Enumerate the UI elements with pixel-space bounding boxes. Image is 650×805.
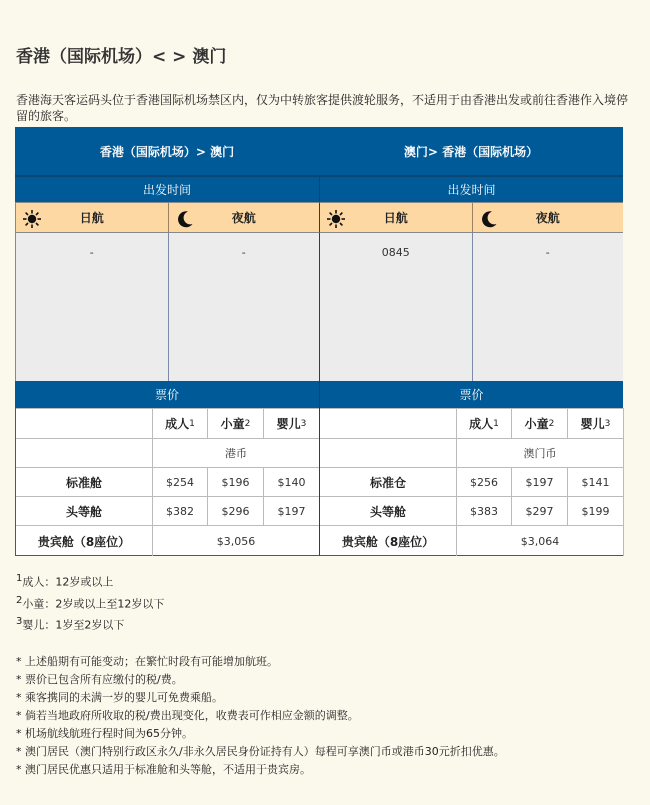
fare-table (15, 408, 319, 556)
moon-icon (479, 209, 499, 229)
fare-header: 票价 (15, 381, 319, 408)
intro-text: 香港海天客运码头位于香港国际机场禁区内，仅为中转旅客提供渡轮服务，不适用于由香港出发或前往香港作入境停留的旅客。 (16, 93, 629, 123)
footnote: $^2$小童：2岁或以上至12岁以下 (16, 594, 165, 611)
notes-section (16, 570, 632, 779)
day-time: - (89, 246, 94, 259)
adult-header: 成人 1 (457, 408, 512, 438)
day-header (320, 203, 472, 232)
fare-value: $382 (153, 496, 208, 525)
route-header-hk-to-macau: 香港（国际机场）> 澳门 (15, 127, 319, 175)
adult-header: 成人 1 (153, 408, 208, 438)
night-time: - (472, 233, 624, 381)
fare-value: $296 (208, 496, 264, 525)
first-class-label: 头等舱 (16, 496, 153, 525)
fare-value: $383 (457, 496, 512, 525)
standard-class-label: 标准舱 (16, 467, 153, 496)
day-label: 日航 (383, 211, 408, 225)
schedule-table (15, 127, 623, 556)
times-area (15, 233, 319, 381)
infant-header: 婴儿 3 (264, 408, 320, 438)
fare-value: $197 (512, 467, 568, 496)
night-time: - (168, 233, 320, 381)
night-label: 夜航 (535, 211, 560, 225)
note-item: * 票价已包含所有应缴付的税/费。 (16, 672, 183, 686)
moon-icon (175, 209, 195, 229)
day-time: 0845 (381, 246, 410, 259)
night-header (168, 203, 320, 232)
fare-value: $256 (457, 467, 512, 496)
fare-table (319, 408, 623, 556)
note-item: * 上述船期有可能变动；在繁忙时段有可能增加航班。 (16, 654, 278, 668)
standard-class-label: 标准仓 (320, 467, 457, 496)
note-item: * 机场航线航班行程时间为65分钟。 (16, 726, 193, 740)
times-area (319, 233, 623, 381)
infant-header: 婴儿 3 (568, 408, 624, 438)
departure-time-label: 出发时间 (15, 175, 319, 202)
fare-value: $197 (264, 496, 320, 525)
vip-fare: $3,064 (457, 525, 624, 556)
page-title: 香港（国际机场）< > 澳门 (16, 47, 227, 67)
vip-fare: $3,056 (153, 525, 320, 556)
vip-class-label: 贵宾舱（8座位） (16, 525, 153, 556)
night-label: 夜航 (231, 211, 256, 225)
fare-value: $196 (208, 467, 264, 496)
first-class-label: 头等舱 (320, 496, 457, 525)
child-header: 小童 2 (512, 408, 568, 438)
currency-label: 澳门币 (457, 438, 624, 467)
child-header: 小童 2 (208, 408, 264, 438)
night-header (472, 203, 624, 232)
fare-value: $254 (153, 467, 208, 496)
fare-value: $297 (512, 496, 568, 525)
footnote: $^3$婴儿：1岁至2岁以下 (16, 616, 125, 632)
day-night-bar (319, 202, 623, 233)
note-item: * 澳门居民（澳门特别行政区永久/非永久居民身份证持有人）每程可享澳门币或港币30元折扣优惠。 (16, 744, 505, 758)
departure-time-label: 出发时间 (319, 175, 623, 202)
fare-value: $140 (264, 467, 320, 496)
currency-label: 港币 (153, 438, 320, 467)
note-item: * 倘若当地政府所收取的税/费出现变化，收费表可作相应金额的调整。 (16, 708, 359, 722)
day-label: 日航 (79, 211, 104, 225)
day-header (16, 203, 168, 232)
fare-header: 票价 (319, 381, 623, 408)
note-item: * 澳门居民优惠只适用于标准舱和头等舱，不适用于贵宾房。 (16, 762, 311, 776)
fare-value: $199 (568, 496, 624, 525)
note-item: * 乘客携同的未满一岁的婴儿可免费乘船。 (16, 690, 223, 704)
route-header-macau-to-hk: 澳门> 香港（国际机场） (319, 127, 623, 175)
day-night-bar (15, 202, 319, 233)
sun-icon (22, 209, 42, 229)
footnote: $^1$成人：12岁或以上 (16, 573, 114, 589)
fare-value: $141 (568, 467, 624, 496)
vip-class-label: 贵宾舱（8座位） (320, 525, 457, 556)
sun-icon (326, 209, 346, 229)
